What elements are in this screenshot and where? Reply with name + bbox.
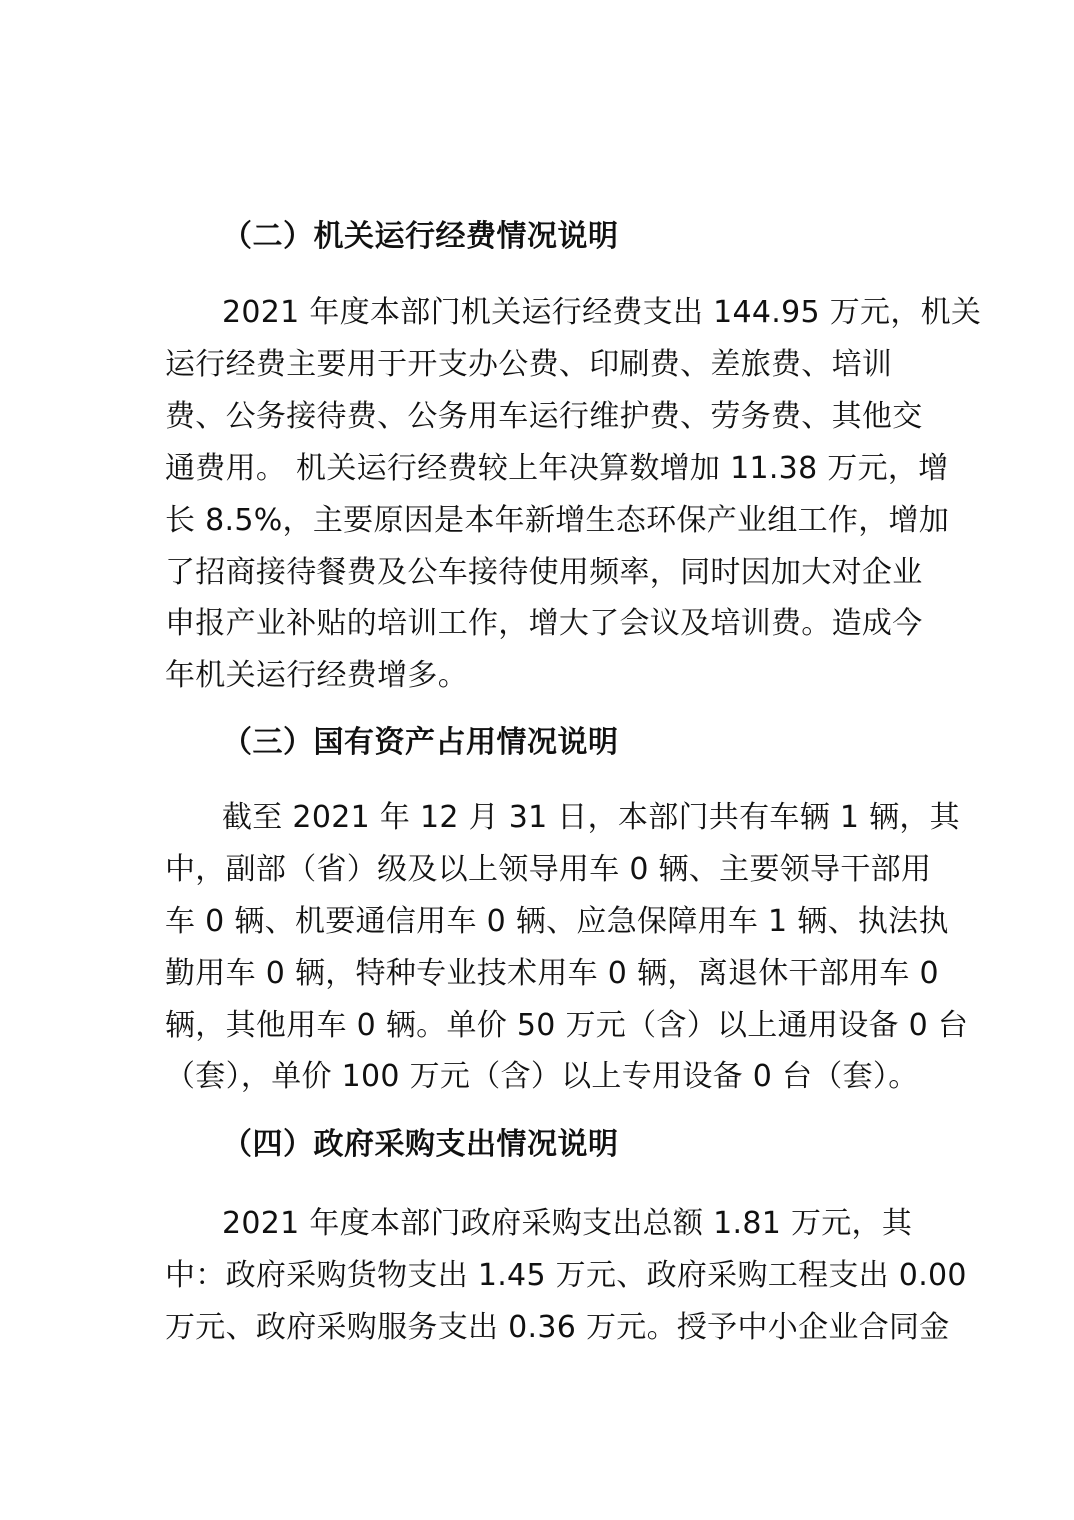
paragraph-line: 运行经费主要用于开支办公费、印刷费、差旅费、培训	[165, 347, 893, 382]
paragraph-line: 中：政府采购货物支出 1.45 万元、政府采购工程支出 0.00	[165, 1258, 967, 1293]
paragraph-line: 长 8.5%，主要原因是本年新增生态环保产业组工作，增加	[165, 503, 950, 538]
paragraph-line: 了招商接待餐费及公车接待使用频率，同时因加大对企业	[165, 555, 923, 590]
paragraph-line: 中，副部（省）级及以上领导用车 0 辆、主要领导干部用	[165, 852, 932, 887]
paragraph-line: 2021 年度本部门机关运行经费支出 144.95 万元，机关	[222, 295, 982, 330]
paragraph-line: 万元、政府采购服务支出 0.36 万元。授予中小企业合同金	[165, 1310, 950, 1345]
paragraph-line: 截至 2021 年 12 月 31 日，本部门共有车辆 1 辆，其	[222, 800, 960, 835]
paragraph-line: 年机关运行经费增多。	[165, 658, 468, 693]
paragraph-line: 勤用车 0 辆，特种专业技术用车 0 辆，离退休干部用车 0	[165, 956, 939, 991]
paragraph-line: 车 0 辆、机要通信用车 0 辆、应急保障用车 1 辆、执法执	[165, 904, 949, 939]
section-heading-operating-expenses: （二）机关运行经费情况说明	[222, 219, 619, 254]
paragraph-line: 2021 年度本部门政府采购支出总额 1.81 万元，其	[222, 1206, 913, 1241]
paragraph-line: 费、公务接待费、公务用车运行维护费、劳务费、其他交	[165, 399, 923, 434]
section-heading-government-procurement: （四）政府采购支出情况说明	[222, 1127, 619, 1162]
paragraph-line: 申报产业补贴的培训工作，增大了会议及培训费。造成今	[165, 606, 923, 641]
section-heading-state-assets: （三）国有资产占用情况说明	[222, 725, 619, 760]
paragraph-line: 通费用。 机关运行经费较上年决算数增加 11.38 万元，增	[165, 451, 949, 486]
paragraph-line: 辆，其他用车 0 辆。单价 50 万元（含）以上通用设备 0 台	[165, 1008, 969, 1043]
paragraph-line: （套），单价 100 万元（含）以上专用设备 0 台（套）。	[165, 1059, 919, 1094]
